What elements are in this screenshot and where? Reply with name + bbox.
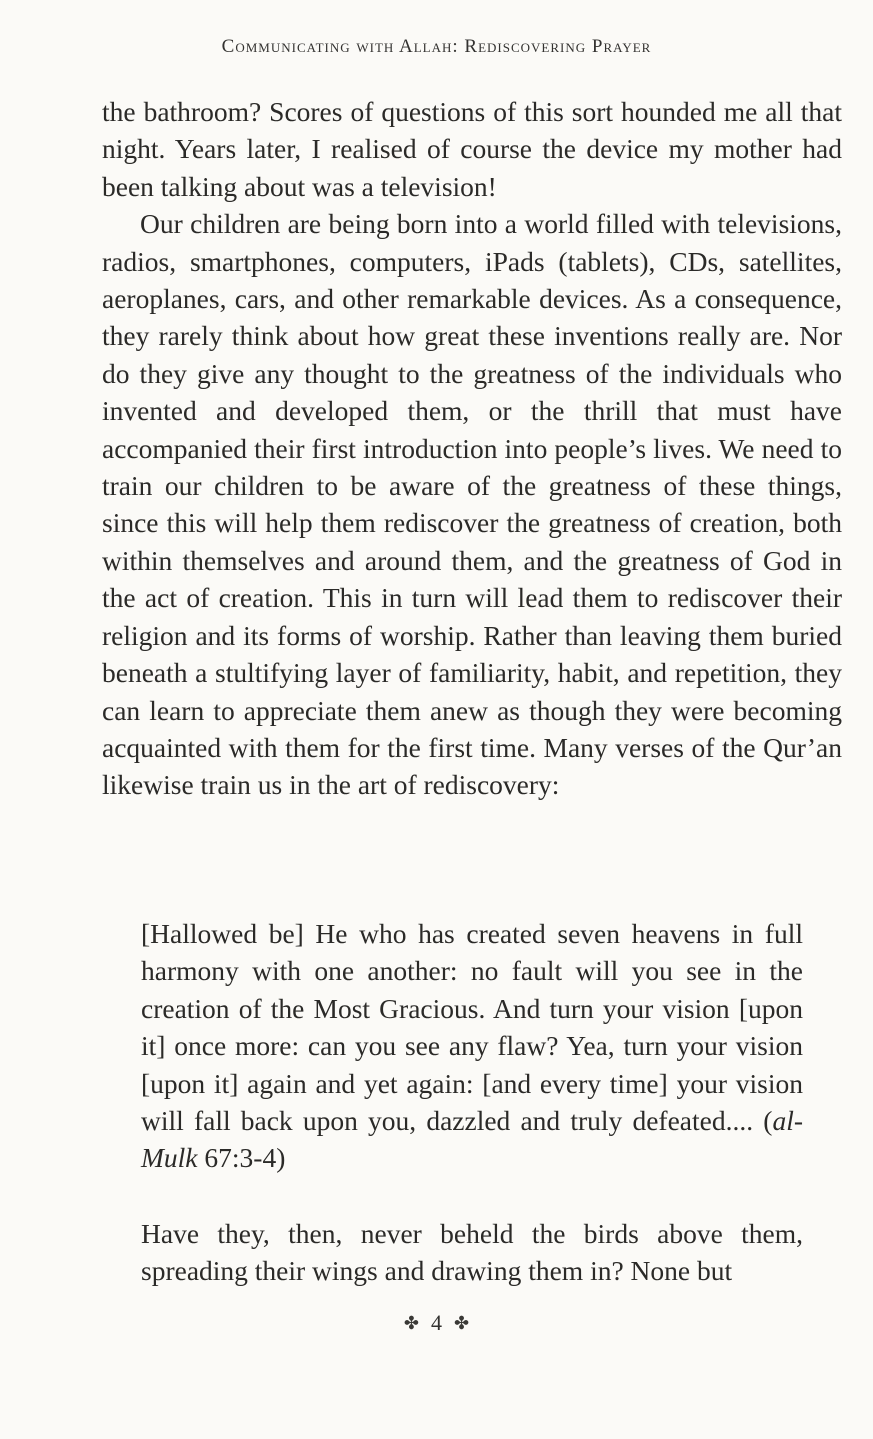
citation-surah: al-Mulk [141,1105,804,1174]
quran-quote-mulk [141,915,803,1177]
page-number: 4 [431,1310,442,1335]
page-folio [0,1310,873,1336]
quote-text: [Hallowed be] He who has created seven heavens in full harmony with one another: no fault will you see in the creation of the Most Gracious. And turn your vision [upon it] once more: can you see any flaw? Yea, turn your vision [upon it] again and yet again: [and every time] your vision will fall back upon you, dazzled and truly defeated.... [141,918,803,1137]
citation-verse: 67:3-4) [197,1142,286,1174]
quran-quote-birds: Have they, then, never beheld the birds above them, spreading their wings and drawing them in? None but [141,1218,803,1287]
body-text [102,93,842,804]
quote-citation: (al-Mulk 67:3-4) [141,1105,804,1174]
ornament-left-icon: ✤ [403,1313,419,1334]
running-head: Communicating with Allah: Rediscovering Prayer [221,36,652,57]
paragraph: Our children are being born into a world filled with televisions, radios, smartphones, computers, iPads (tablets), CDs, satellites, aeroplanes, cars, and other remarkable devices. As a consequence, they rarely think about how great these inventions really are. Nor do they give any thought to the greatness of the individuals who invented and developed them, or the thrill that must have accompanied their first introduction into people’s lives. We need to train our children to be aware of the greatness of these things, since this will help them rediscover the greatness of creation, both within themselves and around them, and the greatness of God in the act of creation. This in turn will lead them to rediscover their religion and its forms of worship. Rather than leaving them buried beneath a stultifying layer of familiarity, habit, and repetition, they can learn to appreciate them anew as though they were becoming acquainted with them for the first time. Many verses of the Qur’an likewise train us in the art of rediscovery: [102,208,842,801]
ornament-right-icon: ✤ [454,1313,470,1334]
paragraph-continued: the bathroom? Scores of questions of this sort hounded me all that night. Years later, I realised of course the device my mother had been talking about was a television! [102,96,842,202]
